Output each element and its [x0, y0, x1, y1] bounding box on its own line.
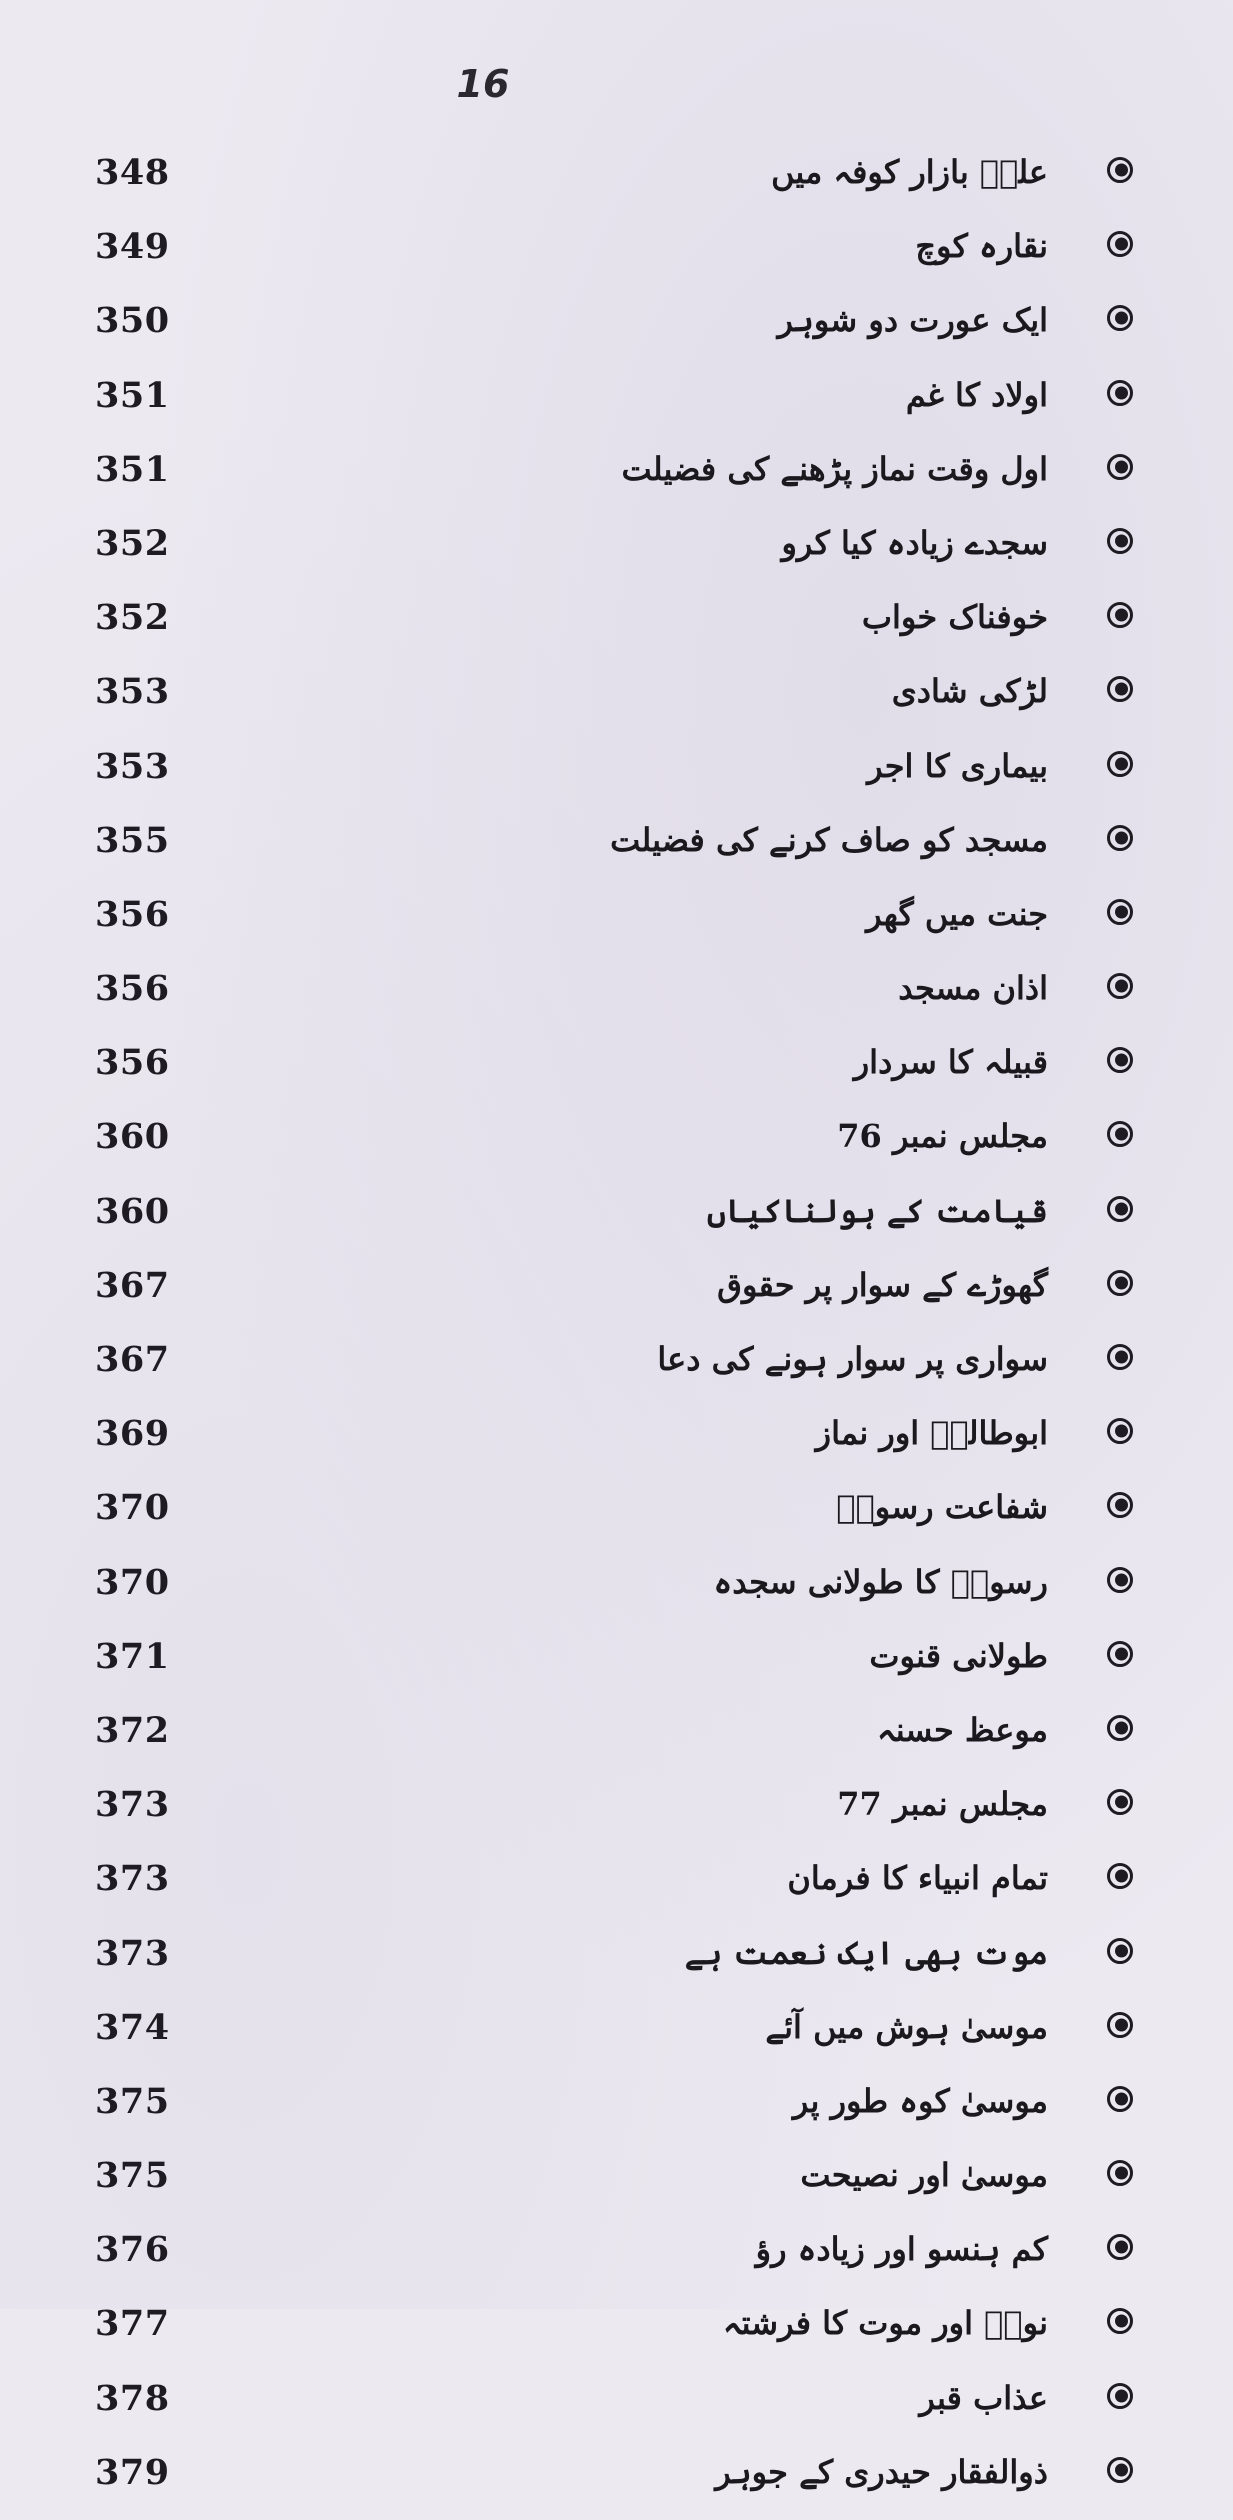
toc-page-number: 374 — [95, 2006, 170, 2048]
bullet-circle-icon — [1106, 2233, 1134, 2261]
toc-entry — [0, 1110, 1233, 1184]
toc-entry-title: موعظ حسنہ — [876, 1710, 1048, 1749]
toc-entry-title: لڑکی شادی — [891, 672, 1048, 711]
bullet-circle-icon — [1106, 453, 1134, 481]
toc-page-number: 351 — [95, 374, 170, 416]
toc-page-number: 349 — [95, 226, 170, 268]
bullet-circle-icon — [1106, 675, 1134, 703]
bullet-circle-icon — [1106, 379, 1134, 407]
toc-page-number: 355 — [95, 819, 170, 861]
toc-entry — [0, 1630, 1233, 1704]
toc-entry-title: خوفناک خواب — [861, 598, 1048, 637]
toc-entry-title: ابوطالبؑ اور نماز — [815, 1414, 1048, 1453]
toc-entry-title: موسیٰ اور نصیحت — [800, 2156, 1048, 2195]
toc-entry-title: شفاعت رسولؐ — [836, 1488, 1048, 1527]
toc-entry-title: گھوڑے کے سوار پر حقوق — [717, 1265, 1048, 1304]
toc-entry — [0, 1259, 1233, 1333]
toc-entry — [0, 814, 1233, 888]
toc-page-number: 375 — [95, 2080, 170, 2122]
toc-entry-title: جنت میں گھر — [866, 894, 1048, 933]
bullet-circle-icon — [1106, 1343, 1134, 1371]
toc-page-number: 371 — [95, 1635, 170, 1677]
toc-entry-title: نقارہ کوچ — [915, 227, 1048, 266]
toc-entry — [0, 888, 1233, 962]
toc-entry-title: ایک عورت دو شوہر — [777, 301, 1048, 340]
page-number: 16 — [456, 62, 510, 106]
bullet-circle-icon — [1106, 2307, 1134, 2335]
toc-page-number: 348 — [95, 152, 170, 193]
toc-entry-title: قیامت کے ہولناکیاں — [706, 1191, 1048, 1230]
bullet-circle-icon — [1106, 601, 1134, 629]
bullet-circle-icon — [1106, 527, 1134, 555]
toc-entry — [0, 2223, 1233, 2297]
bullet-circle-icon — [1106, 1269, 1134, 1297]
bullet-circle-icon — [1106, 824, 1134, 852]
toc-page-number: 378 — [95, 2377, 170, 2419]
bullet-circle-icon — [1106, 2382, 1134, 2410]
toc-entry-title: موسیٰ ہوش میں آئے — [765, 2007, 1048, 2046]
toc-page-number: 353 — [95, 745, 170, 787]
toc-page-number: 356 — [95, 1042, 170, 1084]
toc-entry — [0, 2075, 1233, 2149]
toc-entry — [0, 220, 1233, 294]
toc-page-number: 377 — [95, 2303, 170, 2345]
toc-entry — [0, 1852, 1233, 1926]
toc-page-number: 350 — [95, 300, 170, 342]
bullet-circle-icon — [1106, 2159, 1134, 2187]
toc-page-number: 360 — [95, 1190, 170, 1232]
toc-page-number: 372 — [95, 1709, 170, 1751]
toc-page-number: 375 — [95, 2155, 170, 2197]
bullet-circle-icon — [1106, 898, 1134, 926]
toc-entry-title: بیماری کا اجر — [867, 746, 1048, 785]
toc-page-number: 379 — [95, 2451, 170, 2493]
toc-entry-title: سجدے زیادہ کیا کرو — [781, 523, 1048, 562]
bullet-circle-icon — [1106, 1195, 1134, 1223]
bullet-circle-icon — [1106, 304, 1134, 332]
toc-page-number: 352 — [95, 597, 170, 639]
bullet-circle-icon — [1106, 2085, 1134, 2113]
toc-page-number: 356 — [95, 968, 170, 1010]
bullet-circle-icon — [1106, 750, 1134, 778]
bullet-circle-icon — [1106, 1714, 1134, 1742]
toc-page-number: 353 — [95, 671, 170, 713]
toc-entry — [0, 294, 1233, 368]
toc-page-number: 351 — [95, 448, 170, 490]
toc-page-number: 373 — [95, 1784, 170, 1826]
bullet-circle-icon — [1106, 1862, 1134, 1890]
bullet-circle-icon — [1106, 1417, 1134, 1445]
toc-entry-title: عذاب قبر — [919, 2378, 1048, 2417]
bullet-circle-icon — [1106, 1491, 1134, 1519]
toc-page-number: 360 — [95, 1116, 170, 1158]
toc-entry — [0, 740, 1233, 814]
toc-entry — [0, 369, 1233, 443]
toc-entry — [0, 2149, 1233, 2223]
toc-page-number: 367 — [95, 1264, 170, 1306]
toc-entry-title: نوحؑ اور موت کا فرشتہ — [722, 2304, 1048, 2343]
toc-entry — [0, 962, 1233, 1036]
toc-entry-title: طولانی قنوت — [869, 1636, 1048, 1675]
toc-entry-title: تمام انبیاء کا فرمان — [787, 1859, 1048, 1898]
toc-page-number: 373 — [95, 1932, 170, 1974]
toc-entry-title: مسجد کو صاف کرنے کی فضیلت — [610, 820, 1048, 859]
toc-entry — [0, 2001, 1233, 2075]
toc-entry — [0, 1036, 1233, 1110]
toc-entry — [0, 591, 1233, 665]
toc-entry — [0, 1927, 1233, 2001]
table-of-contents — [0, 146, 1233, 2520]
toc-entry-title: سواری پر سوار ہونے کی دعا — [657, 1340, 1048, 1378]
toc-entry — [0, 1778, 1233, 1852]
toc-entry — [0, 1407, 1233, 1481]
toc-entry-title: علیؑ بازار کوفہ میں — [771, 153, 1048, 191]
toc-entry — [0, 2372, 1233, 2446]
toc-entry-title: اول وقت نماز پڑھنے کی فضیلت — [621, 449, 1048, 488]
bullet-circle-icon — [1106, 1788, 1134, 1816]
bullet-circle-icon — [1106, 156, 1134, 184]
toc-entry-title: مجلس نمبر 77 — [837, 1785, 1048, 1824]
toc-page-number: 376 — [95, 2229, 170, 2271]
bullet-circle-icon — [1106, 972, 1134, 1000]
toc-entry-title: رسولؐ کا طولانی سجدہ — [713, 1562, 1048, 1601]
toc-entry — [0, 146, 1233, 220]
toc-entry-title: مجلس نمبر 76 — [837, 1117, 1048, 1156]
toc-page-number: 356 — [95, 893, 170, 935]
toc-entry-title: قبیلہ کا سردار — [853, 1043, 1048, 1082]
toc-entry-title: موت بھی ایک نعمت ہے — [684, 1933, 1048, 1972]
bullet-circle-icon — [1106, 230, 1134, 258]
bullet-circle-icon — [1106, 1046, 1134, 1074]
toc-entry-title: اذان مسجد — [898, 969, 1048, 1008]
toc-entry-title: ذوالفقار حیدری کے جوہر — [715, 2452, 1048, 2491]
toc-page-number: 367 — [95, 1339, 170, 1380]
bullet-circle-icon — [1106, 2456, 1134, 2484]
bullet-circle-icon — [1106, 1937, 1134, 1965]
toc-entry — [0, 665, 1233, 739]
toc-page-number: 352 — [95, 522, 170, 564]
toc-page-number: 370 — [95, 1487, 170, 1529]
toc-entry — [0, 443, 1233, 517]
toc-page-number: 370 — [95, 1561, 170, 1603]
bullet-circle-icon — [1106, 2011, 1134, 2039]
bullet-circle-icon — [1106, 1566, 1134, 1594]
toc-page-number: 369 — [95, 1413, 170, 1455]
toc-entry — [0, 1333, 1233, 1407]
toc-entry — [0, 1704, 1233, 1778]
toc-entry — [0, 1481, 1233, 1555]
toc-entry-title: کم ہنسو اور زیادہ رؤ — [755, 2230, 1048, 2269]
toc-page-number: 373 — [95, 1858, 170, 1900]
toc-entry — [0, 1556, 1233, 1630]
bullet-circle-icon — [1106, 1120, 1134, 1148]
toc-entry — [0, 1185, 1233, 1259]
toc-entry-title: اولاد کا غم — [905, 375, 1048, 414]
toc-entry-title: موسیٰ کوہ طور پر — [792, 2081, 1048, 2120]
toc-entry — [0, 2446, 1233, 2520]
bullet-circle-icon — [1106, 1640, 1134, 1668]
toc-entry — [0, 517, 1233, 591]
